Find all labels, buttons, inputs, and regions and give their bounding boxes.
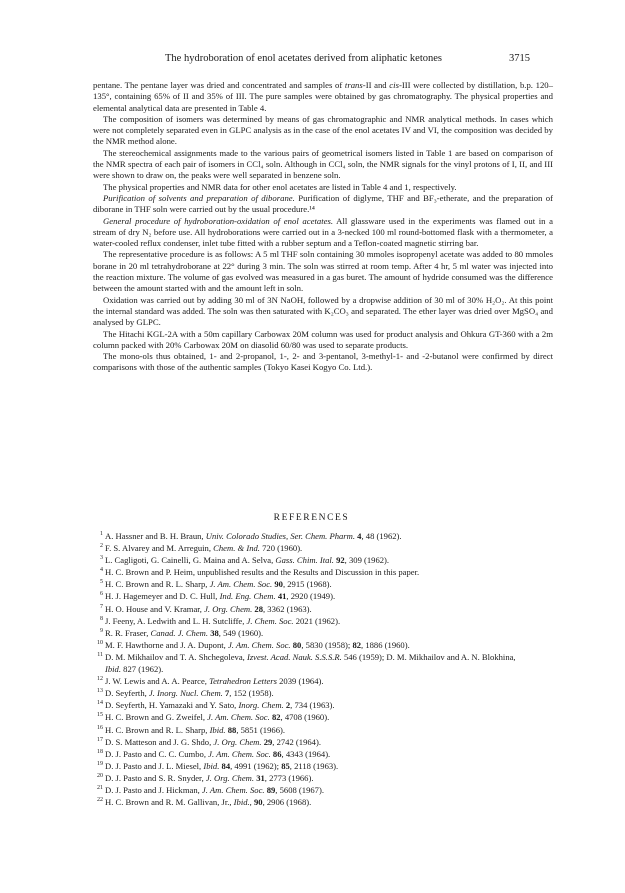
volume-number: 89 [266, 784, 276, 795]
text-run: All glassware used in the experiments was flamed out in a stream of dry N₂ before use. All hydroborations were carried out in a 3-necked 100 ml round-bottomed flask with a thermometer, a water-cooled reflux condenser, inlet tube fitted with a rubber septum and a Teflon-coated magnetic stirring bar. [93, 215, 553, 249]
text-run: The representative procedure is as follows: A 5 ml THF soln containing 30 mmoles isopropenyl acetate was added to 80 mmoles borane in 20 ml tetrahydroborane at 22° during 3 min. The soln was stirred at room temp. After 4 hr, 5 ml water was injected into the reaction mixture. The volume of gas evolved was measured in a gas buret. The amount of hydride consumed was the difference between the amount started with and the amount left in soln. [93, 249, 553, 294]
italic-text: J. Am. Chem. Soc. [201, 784, 265, 795]
volume-number: 88 [227, 724, 237, 735]
text-run: H. J. Hagemeyer and D. C. Hull, [105, 591, 220, 602]
reference-item [93, 748, 530, 760]
reference-item [93, 675, 530, 687]
reference-item [93, 796, 530, 808]
text-run: -II and [362, 80, 390, 90]
text-run: , 549 (1960). [218, 627, 264, 638]
italic-text: Ibid. [209, 724, 226, 735]
italic-text: Ibid. [105, 664, 121, 675]
text-run: H. C. Brown and R. L. Sharp, [105, 579, 210, 590]
reference-item [93, 578, 530, 590]
text-run: , 4343 (1964). [281, 748, 331, 759]
reference-item [93, 530, 530, 542]
text-run: , 2118 (1963). [289, 760, 339, 771]
text-run: H. C. Brown and P. Heim, unpublished results and the Results and Discussion in this paper. [105, 567, 420, 578]
reference-number: 1 [100, 531, 103, 537]
text-run: , 1886 (1960). [361, 639, 410, 650]
text-run: H. C. Brown and G. Zweifel, [105, 712, 208, 723]
italic-text: J. Am. Chem. Soc. [227, 639, 291, 650]
reference-item [93, 687, 530, 699]
text-run: D. J. Pasto and J. L. Miesel, [105, 760, 204, 771]
text-run: 546 (1959); D. M. Mikhailov and A. N. Blokhina, [341, 651, 516, 662]
italic-text: J. Am. Chem. Soc. [209, 579, 273, 590]
italic-text: Inorg. Chem. [238, 700, 284, 711]
body-paragraph [93, 249, 553, 294]
italic-text: J. Am. Chem. Soc. [208, 748, 271, 759]
text-run: , 2920 (1949). [286, 591, 336, 602]
body-paragraph [93, 351, 553, 374]
reference-item [93, 603, 530, 615]
volume-number: 7 [225, 688, 230, 699]
reference-item [93, 627, 530, 639]
volume-number: 28 [254, 603, 263, 614]
text-run: pentane. The pentane layer was dried and concentrated and samples of [93, 80, 345, 90]
text-run: , 5830 (1958); [301, 639, 353, 650]
body-paragraph [93, 80, 553, 114]
reference-number: 13 [97, 688, 103, 695]
reference-number: 15 [97, 712, 103, 719]
text-run: D. M. Mikhailov and T. A. Shchegoleva, [105, 651, 247, 662]
text-run: -III were collected by distillation, b.p. 120–135°, containing 65% of II and 35% of III. The pure samples were obtained by gas chromatography. The physical properties and elemental analytical data are presented in Table 4. [93, 80, 553, 113]
reference-item [93, 542, 530, 554]
text-run: , 48 (1962). [361, 531, 402, 541]
italic-text: Chem. & Ind. [213, 543, 260, 554]
text-run: J. Feeny, A. Ledwith and L. H. Sutcliffe, [105, 615, 247, 626]
page-header [93, 53, 530, 67]
text-run: , 2773 (1966). [264, 772, 314, 783]
text-run: H. O. House and V. Kramar, [105, 603, 205, 614]
text-run: , 309 (1962). [344, 555, 390, 566]
italic-text: Ibid. [233, 797, 250, 808]
experimental-text [93, 80, 553, 374]
volume-number: 41 [277, 591, 287, 602]
text-run: , [249, 797, 254, 808]
italic-text: Gass. Chim. Ital. [275, 555, 334, 566]
text-run: 2039 (1964). [276, 676, 324, 687]
volume-number: 85 [281, 760, 290, 771]
volume-number: 38 [210, 627, 219, 638]
text-run: H. C. Brown and R. L. Sharp, [105, 724, 210, 735]
text-run: The physical properties and NMR data for other enol acetates are listed in Table 4 and 1, respectively. [103, 181, 457, 192]
reference-number: 10 [97, 639, 103, 646]
reference-number: 22 [97, 797, 103, 804]
text-run: D. J. Pasto and S. R. Snyder, [105, 772, 206, 783]
body-paragraph [93, 216, 553, 250]
body-paragraph [93, 182, 553, 193]
reference-item [93, 772, 530, 784]
reference-number: 8 [100, 615, 103, 622]
text-run: , 734 (1963). [290, 700, 335, 711]
italic-text: J. Chem. Soc. [246, 615, 294, 626]
text-run: R. R. Fraser, [105, 627, 151, 638]
reference-number: 3 [100, 555, 103, 562]
text-run: D. J. Pasto and C. C. Cumbo, [105, 748, 209, 759]
text-run: The stereochemical assignments made to the various pairs of geometrical isomers listed in Table 1 are based on comparison of the NMR spectra of each pair of isomers in CCl₄ soln. Although in CCl₄ soln, the NMR signals for the vinyl protons of I, II, and III were shown to draw on, the peaks were well separated in benzene soln. [93, 147, 553, 181]
text-run: D. S. Matteson and J. G. Shdo, [105, 736, 214, 747]
reference-number: 17 [97, 736, 103, 743]
reference-item [93, 760, 530, 772]
reference-item [93, 566, 530, 578]
body-paragraph [93, 193, 553, 216]
text-run: F. S. Alvarey and M. Arreguin, [105, 543, 214, 554]
text-run: , 2742 (1964). [272, 736, 321, 747]
reference-item [93, 651, 530, 675]
text-run: The mono-ols thus obtained, 1- and 2-propanol, 1-, 2- and 3-pentanol, 3-methyl-1- and -2-butanol were confirmed by direct comparisons with those of the authentic samples (Tokyo Kasei Kogyo Co. Ltd.). [93, 351, 553, 373]
reference-number: 21 [97, 784, 103, 791]
reference-number: 12 [97, 676, 103, 683]
text-run: , 3362 (1963). [263, 603, 312, 614]
italic-text: J. Am. Chem. Soc. [207, 712, 270, 723]
volume-number: 82 [352, 639, 362, 650]
reference-number: 20 [97, 772, 103, 779]
text-run: D. Seyferth, H. Yamazaki and Y. Sato, [105, 700, 239, 711]
text-run: 827 (1962). [121, 664, 164, 675]
reference-number: 2 [100, 543, 103, 550]
reference-number: 19 [97, 760, 103, 767]
text-run: The Hitachi KGL-2A with a 50m capillary Carbowax 20M column was used for product analysis and Ohkura GT-360 with a 2m column packed with 20% Carbowax 20M on diasolid 60/80 was used to separate products. [93, 328, 553, 350]
text-run: , 152 (1958). [229, 688, 274, 699]
reference-number: 4 [100, 567, 103, 574]
reference-number: 5 [100, 579, 103, 586]
text-run: D. Seyferth, [105, 688, 149, 699]
text-run: , 4991 (1962); [230, 760, 282, 771]
reference-item [93, 590, 530, 602]
volume-number: 92 [336, 555, 345, 566]
text-run: , 5851 (1966). [236, 724, 286, 735]
italic-text: Canad. J. Chem. [150, 627, 209, 638]
body-paragraph [93, 295, 553, 329]
body-paragraph [93, 148, 553, 182]
reference-number: 7 [100, 603, 103, 610]
italic-text: Purification of solvents and preparation of diborane. [103, 192, 295, 203]
volume-number: 82 [271, 712, 281, 723]
text-run: 720 (1960). [259, 543, 303, 554]
references-list [93, 530, 530, 808]
reference-item [93, 615, 530, 627]
volume-number: 31 [256, 772, 265, 783]
volume-number: 90 [274, 579, 283, 590]
text-run: , 4708 (1960). [280, 712, 330, 723]
volume-number: 86 [272, 748, 282, 759]
running-title: The hydroboration of enol acetates derived from aliphatic ketones [165, 53, 442, 64]
italic-text: J. Org. Chem. [204, 603, 253, 614]
volume-number: 90 [253, 797, 263, 808]
reference-number: 6 [100, 591, 103, 598]
text-run: , 2906 (1968). [262, 797, 312, 808]
italic-text: Ibid. [203, 760, 220, 771]
text-run: M. F. Hawthorne and J. A. Dupont, [105, 639, 228, 650]
text-run: J. W. Lewis and A. A. Pearce, [105, 676, 210, 687]
reference-item [93, 639, 530, 651]
italic-text: J. Inorg. Nucl. Chem. [148, 688, 223, 699]
body-paragraph [93, 329, 553, 352]
text-run: D. J. Pasto and J. Hickman, [105, 784, 202, 795]
reference-number: 18 [97, 748, 103, 755]
text-run: L. Cagligoti, G. Cainelli, G. Maina and A. Selva, [105, 555, 276, 566]
reference-item [93, 784, 530, 796]
reference-number: 16 [97, 724, 103, 731]
body-paragraph [93, 114, 553, 148]
volume-number: 84 [221, 760, 231, 771]
text-run: A. Hassner and B. H. Braun, [105, 531, 206, 541]
page-number: 3715 [509, 53, 530, 64]
volume-number: 80 [292, 639, 302, 650]
reference-item [93, 724, 530, 736]
italic-text: General procedure of hydroboration-oxidation of enol acetates. [103, 215, 334, 226]
text-run: , 2915 (1968). [282, 579, 332, 590]
text-run: H. C. Brown and R. M. Gallivan, Jr., [105, 797, 234, 808]
text-run: Oxidation was carried out by adding 30 ml of 3N NaOH, followed by a dropwise addition of 30 ml of 30% H₂O₂. At this point the internal standard was added. The soln was then saturated with K₂CO₃ and separated. The ether layer was dried over MgSO₄ and analysed by GLPC. [93, 294, 553, 328]
italic-text: Tetrahedron Letters [209, 676, 277, 687]
text-run: 2021 (1962). [293, 615, 341, 626]
volume-number: 4 [357, 531, 362, 541]
reference-item [93, 554, 530, 566]
text-run: The composition of isomers was determined by means of gas chromatographic and NMR analytical methods. In cases which were not completely separated even in GLPC analysis as in the case of the enol acetates IV and VI, the composition was decided by the NMR method alone. [93, 113, 553, 147]
volume-number: 29 [263, 736, 273, 747]
volume-number: 2 [285, 700, 291, 711]
reference-number: 11 [97, 651, 103, 658]
references-heading: REFERENCES [273, 513, 350, 523]
italic-text: trans [344, 80, 363, 90]
italic-text: J. Org. Chem. [205, 772, 255, 783]
reference-item [93, 699, 530, 711]
reference-number: 14 [97, 700, 103, 707]
italic-text: Izvest. Acad. Nauk. S.S.S.R. [246, 651, 342, 662]
reference-item [93, 736, 530, 748]
italic-text: J. Org. Chem. [213, 736, 262, 747]
italic-text: cis [389, 80, 399, 90]
reference-item [93, 711, 530, 723]
text-run: Purification of diglyme, THF and BF₃-etherate, and the preparation of diborane in THF soln were carried out by the usual procedure.¹⁴ [93, 192, 554, 215]
reference-number: 9 [100, 627, 103, 634]
text-run: , 5608 (1967). [275, 784, 324, 795]
italic-text: Ind. Eng. Chem. [219, 591, 276, 602]
italic-text: Univ. Colorado Studies, Ser. Chem. Pharm. [205, 531, 356, 541]
